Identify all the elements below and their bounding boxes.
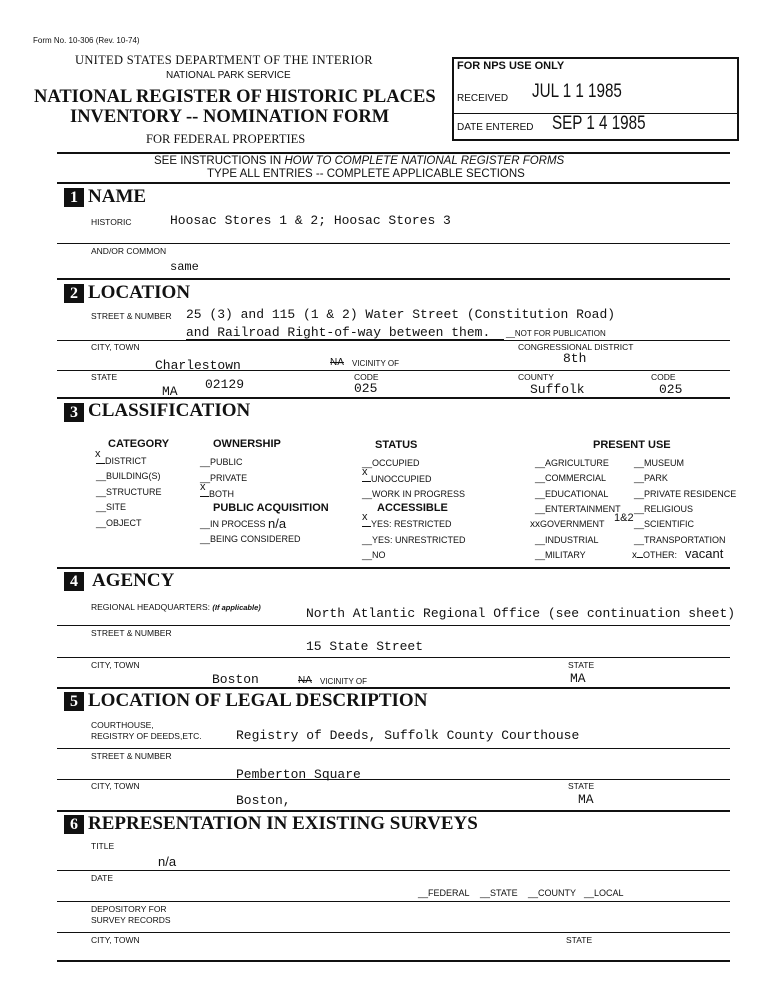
ownership-private[interactable]: __PRIVATE bbox=[200, 473, 248, 483]
form-title-line1: NATIONAL REGISTER OF HISTORIC PLACES bbox=[34, 87, 436, 107]
agency-street-field[interactable]: 15 State Street bbox=[306, 639, 424, 654]
access-no[interactable]: __NO bbox=[362, 550, 386, 560]
common-name-label: AND/OR COMMON bbox=[91, 246, 167, 256]
section-number-3: 3 bbox=[64, 403, 84, 422]
form-subtitle: FOR FEDERAL PROPERTIES bbox=[146, 132, 306, 146]
government-note: 1&2 bbox=[614, 512, 634, 524]
survey-county[interactable]: __COUNTY bbox=[528, 888, 577, 898]
category-heading: CATEGORY bbox=[108, 438, 170, 450]
survey-title-label: TITLE bbox=[91, 841, 115, 851]
survey-date-label: DATE bbox=[91, 873, 114, 883]
survey-title-field[interactable]: n/a bbox=[158, 854, 177, 869]
courthouse-label-1: COURTHOUSE, bbox=[91, 720, 154, 730]
depository-label-2: SURVEY RECORDS bbox=[91, 915, 171, 925]
city-field[interactable]: Charlestown bbox=[155, 358, 241, 373]
use-military[interactable]: __MILITARY bbox=[535, 550, 586, 560]
historic-label: HISTORIC bbox=[91, 217, 132, 227]
survey-state[interactable]: __STATE bbox=[480, 888, 518, 898]
status-unoccupied[interactable]: UNOCCUPIED bbox=[362, 474, 432, 484]
survey-state-label: STATE bbox=[566, 935, 593, 945]
use-private-residence[interactable]: __PRIVATE RESIDENCE bbox=[634, 489, 737, 499]
historic-name-field[interactable]: Hoosac Stores 1 & 2; Hoosac Stores 3 bbox=[170, 213, 451, 228]
section-title-name: NAME bbox=[88, 186, 147, 207]
common-name-field[interactable]: same bbox=[170, 260, 199, 274]
county-field[interactable]: Suffolk bbox=[530, 382, 585, 397]
instructions-line2: TYPE ALL ENTRIES -- COMPLETE APPLICABLE SECTIONS bbox=[207, 168, 525, 180]
public-acquisition-heading: PUBLIC ACQUISITION bbox=[213, 502, 329, 514]
form-number: Form No. 10-306 (Rev. 10-74) bbox=[33, 36, 140, 45]
status-occupied[interactable]: __OCCUPIED bbox=[362, 458, 420, 468]
agency-vicinity-na: NA bbox=[298, 675, 312, 686]
street-number-label: STREET & NUMBER bbox=[91, 311, 172, 321]
survey-federal[interactable]: __FEDERAL bbox=[418, 888, 470, 898]
other-check-mark: x bbox=[632, 550, 637, 561]
accessible-heading: ACCESSIBLE bbox=[377, 502, 448, 514]
county-code-field[interactable]: 025 bbox=[659, 382, 683, 397]
county-label: COUNTY bbox=[518, 372, 554, 382]
use-museum[interactable]: __MUSEUM bbox=[634, 458, 685, 468]
present-use-heading: PRESENT USE bbox=[593, 439, 671, 451]
agency-state-label: STATE bbox=[568, 660, 595, 670]
ownership-public[interactable]: __PUBLIC bbox=[200, 457, 243, 467]
legal-street-field[interactable]: Pemberton Square bbox=[236, 767, 361, 782]
use-industrial[interactable]: __INDUSTRIAL bbox=[535, 535, 599, 545]
form-title-line2: INVENTORY -- NOMINATION FORM bbox=[70, 107, 390, 127]
government-check-mark: x bbox=[530, 519, 535, 530]
nps-box-title: FOR NPS USE ONLY bbox=[457, 60, 565, 72]
state-label: STATE bbox=[91, 372, 118, 382]
zip-field[interactable]: 02129 bbox=[205, 377, 245, 392]
nps-use-only-box bbox=[452, 57, 739, 141]
use-religious[interactable]: __RELIGIOUS bbox=[634, 504, 694, 514]
unoccupied-check-mark: x bbox=[362, 466, 368, 478]
date-entered-label: DATE ENTERED bbox=[457, 122, 534, 133]
section-title-classification: CLASSIFICATION bbox=[88, 400, 251, 421]
legal-state-label: STATE bbox=[568, 781, 595, 791]
access-restricted[interactable]: YES: RESTRICTED bbox=[362, 519, 452, 529]
section-number-5: 5 bbox=[64, 692, 84, 711]
city-town-label: CITY, TOWN bbox=[91, 342, 140, 352]
received-stamp: JUL 1 1 1985 bbox=[532, 81, 622, 102]
legal-state-field[interactable]: MA bbox=[578, 792, 594, 807]
legal-city-field[interactable]: Boston, bbox=[236, 793, 291, 808]
agency-state-field[interactable]: MA bbox=[570, 671, 586, 686]
both-check-mark: x bbox=[200, 481, 206, 493]
legal-street-label: STREET & NUMBER bbox=[91, 751, 172, 761]
congressional-district-label: CONGRESSIONAL DISTRICT bbox=[518, 342, 634, 352]
use-entertainment[interactable]: __ENTERTAINMENT bbox=[535, 504, 621, 514]
restricted-check-mark: x bbox=[362, 511, 368, 523]
status-heading: STATUS bbox=[375, 439, 418, 451]
section-number-2: 2 bbox=[64, 284, 84, 303]
use-other[interactable]: x OTHER: bbox=[632, 550, 678, 561]
use-commercial[interactable]: __COMMERCIAL bbox=[535, 473, 607, 483]
courthouse-label-2: REGISTRY OF DEEDS,ETC. bbox=[91, 731, 202, 741]
access-unrestricted[interactable]: __YES: UNRESTRICTED bbox=[362, 535, 466, 545]
department-name: UNITED STATES DEPARTMENT OF THE INTERIOR bbox=[75, 53, 373, 67]
depository-label-1: DEPOSITORY FOR bbox=[91, 904, 167, 914]
survey-city-label: CITY, TOWN bbox=[91, 935, 140, 945]
use-agriculture[interactable]: __AGRICULTURE bbox=[535, 458, 609, 468]
street-line2-field[interactable]: and Railroad Right-of-way between them. bbox=[186, 325, 491, 340]
service-name: NATIONAL PARK SERVICE bbox=[166, 70, 291, 81]
instructions-line1: SEE INSTRUCTIONS IN HOW TO COMPLETE NATIONAL REGISTER FORMS bbox=[154, 155, 565, 167]
use-scientific[interactable]: __SCIENTIFIC bbox=[634, 519, 695, 529]
received-label: RECEIVED bbox=[457, 93, 509, 104]
agency-city-field[interactable]: Boston bbox=[212, 672, 259, 687]
vicinity-na: NA bbox=[330, 357, 344, 368]
status-work-in-progress[interactable]: __WORK IN PROGRESS bbox=[362, 489, 466, 499]
state-field[interactable]: MA bbox=[162, 384, 178, 399]
category-object[interactable]: __OBJECT bbox=[96, 518, 142, 528]
pa-being-considered[interactable]: __BEING CONSIDERED bbox=[200, 534, 301, 544]
use-transportation[interactable]: __TRANSPORTATION bbox=[634, 535, 726, 545]
ownership-both[interactable]: BOTH bbox=[200, 489, 234, 499]
category-site[interactable]: __SITE bbox=[96, 502, 127, 512]
section-title-location: LOCATION bbox=[88, 282, 191, 303]
ownership-heading: OWNERSHIP bbox=[213, 438, 281, 450]
agency-vicinity-label: VICINITY OF bbox=[320, 677, 367, 686]
survey-local[interactable]: __LOCAL bbox=[584, 888, 624, 898]
section-number-1: 1 bbox=[64, 188, 84, 207]
section-title-legal: LOCATION OF LEGAL DESCRIPTION bbox=[88, 690, 428, 711]
pa-value: n/a bbox=[268, 516, 287, 531]
section-title-surveys: REPRESENTATION IN EXISTING SURVEYS bbox=[88, 813, 478, 834]
pa-in-process[interactable]: __IN PROCESS bbox=[200, 519, 266, 529]
code-label: CODE bbox=[354, 372, 379, 382]
street-line1-field[interactable]: 25 (3) and 115 (1 & 2) Water Street (Constitution Road) bbox=[186, 307, 616, 322]
code-field[interactable]: 025 bbox=[354, 381, 378, 396]
regional-hq-label: REGIONAL HEADQUARTERS: (If applicable) bbox=[91, 602, 261, 612]
vicinity-label: VICINITY OF bbox=[352, 359, 399, 368]
courthouse-field[interactable]: Registry of Deeds, Suffolk County Courthouse bbox=[236, 728, 580, 743]
not-for-publication: __NOT FOR PUBLICATION bbox=[506, 329, 606, 338]
use-park[interactable]: __PARK bbox=[634, 473, 668, 483]
agency-city-label: CITY, TOWN bbox=[91, 660, 140, 670]
legal-city-label: CITY, TOWN bbox=[91, 781, 140, 791]
government-check-mark-2: x bbox=[535, 519, 540, 530]
agency-street-label: STREET & NUMBER bbox=[91, 628, 172, 638]
congressional-district-field[interactable]: 8th bbox=[563, 351, 587, 366]
category-buildings[interactable]: __BUILDING(S) bbox=[96, 471, 161, 481]
use-government[interactable]: xxGOVERNMENT bbox=[530, 519, 605, 530]
use-educational[interactable]: __EDUCATIONAL bbox=[535, 489, 609, 499]
section-title-agency: AGENCY bbox=[92, 570, 175, 591]
category-structure[interactable]: __STRUCTURE bbox=[96, 487, 162, 497]
section-number-4: 4 bbox=[64, 572, 84, 591]
section-number-6: 6 bbox=[64, 815, 84, 834]
date-entered-stamp: SEP 1 4 1985 bbox=[552, 113, 646, 134]
category-district[interactable]: DISTRICT bbox=[96, 456, 147, 466]
district-check-mark: x bbox=[95, 448, 101, 460]
regional-hq-field[interactable]: North Atlantic Regional Office (see continuation sheet) bbox=[306, 606, 736, 621]
county-code-label: CODE bbox=[651, 372, 676, 382]
other-value: vacant bbox=[685, 546, 724, 561]
